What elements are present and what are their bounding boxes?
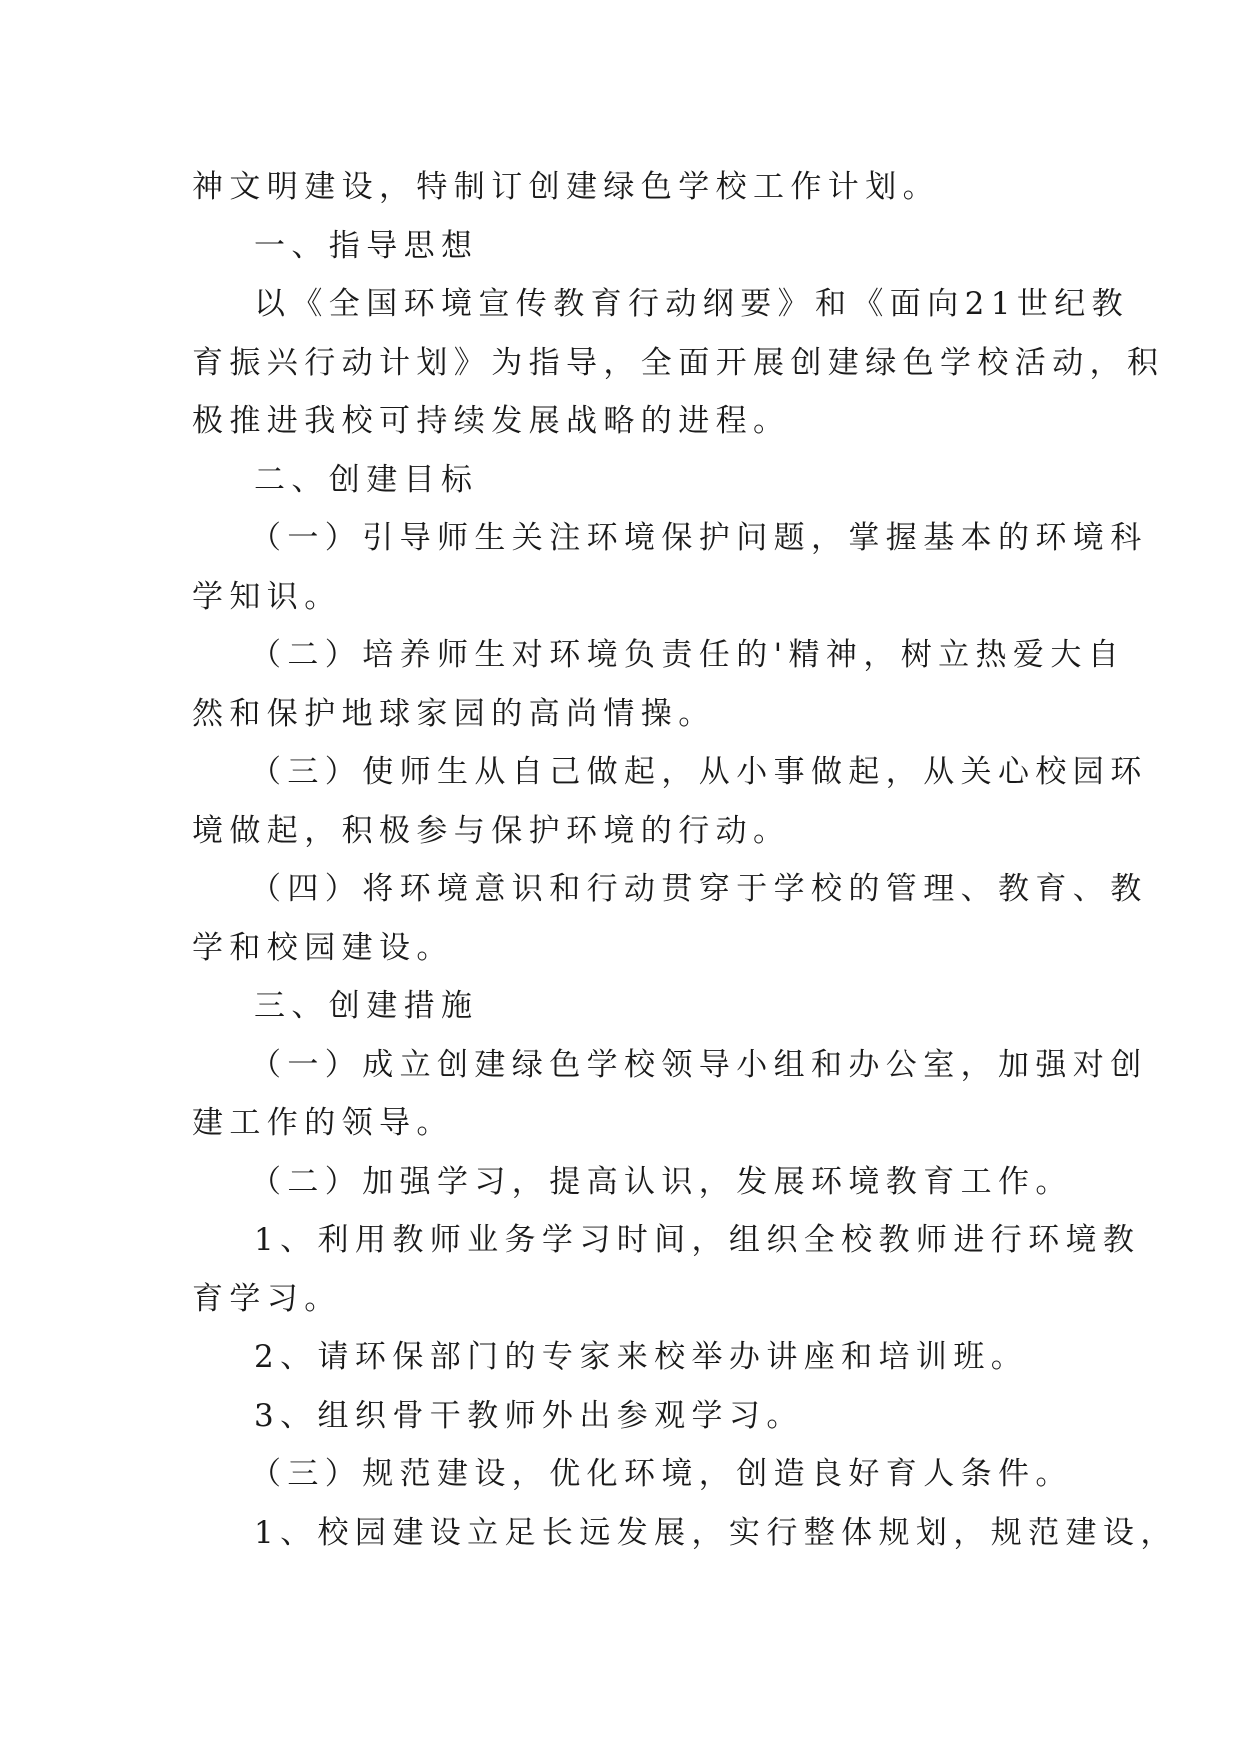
paragraph-line: 以《全国环境宣传教育行动纲要》和《面向21世纪教 bbox=[254, 286, 1130, 322]
paragraph-line: 境做起，积极参与保护环境的行动。 bbox=[192, 812, 791, 849]
paragraph-line: 神文明建设，特制订创建绿色学校工作计划。 bbox=[192, 169, 940, 205]
paragraph-line: （三）规范建设，优化环境，创造良好育人条件。 bbox=[250, 1456, 1073, 1492]
paragraph-line: 极推进我校可持续发展战略的进程。 bbox=[192, 403, 791, 439]
paragraph-line: 1、利用教师业务学习时间，组织全校教师进行环境教 bbox=[254, 1222, 1141, 1258]
paragraph-line: 建工作的领导。 bbox=[192, 1105, 454, 1141]
paragraph-line: （二）培养师生对环境负责任的'精神，树立热爱大自 bbox=[250, 637, 1126, 673]
section-heading-measures: 三、创建措施 bbox=[254, 988, 479, 1024]
paragraph-line: 学和校园建设。 bbox=[192, 929, 454, 966]
paragraph-line: 1、校园建设立足长远发展，实行整体规划，规范建设， bbox=[254, 1514, 1178, 1551]
paragraph-line: （三）使师生从自己做起，从小事做起，从关心校园环 bbox=[250, 754, 1148, 790]
paragraph-line: 2、请环保部门的专家来校举办讲座和培训班。 bbox=[254, 1339, 1029, 1375]
document-body bbox=[192, 158, 1178, 1562]
section-heading-goals: 二、创建目标 bbox=[254, 461, 479, 498]
paragraph-line: 育学习。 bbox=[192, 1280, 342, 1317]
paragraph-line: 然和保护地球家园的高尚情操。 bbox=[192, 695, 716, 732]
paragraph-line: 3、组织骨干教师外出参观学习。 bbox=[254, 1397, 804, 1434]
paragraph-line: （二）加强学习，提高认识，发展环境教育工作。 bbox=[250, 1163, 1073, 1200]
paragraph-line: （一）成立创建绿色学校领导小组和办公室，加强对创 bbox=[250, 1046, 1148, 1083]
paragraph-line: （一）引导师生关注环境保护问题，掌握基本的环境科 bbox=[250, 520, 1148, 556]
section-heading-guiding-thought: 一、指导思想 bbox=[254, 227, 479, 264]
paragraph-line: 学知识。 bbox=[192, 578, 342, 615]
paragraph-line: 育振兴行动计划》为指导，全面开展创建绿色学校活动，积 bbox=[192, 344, 1165, 381]
paragraph-line: （四）将环境意识和行动贯穿于学校的管理、教育、教 bbox=[250, 871, 1148, 907]
